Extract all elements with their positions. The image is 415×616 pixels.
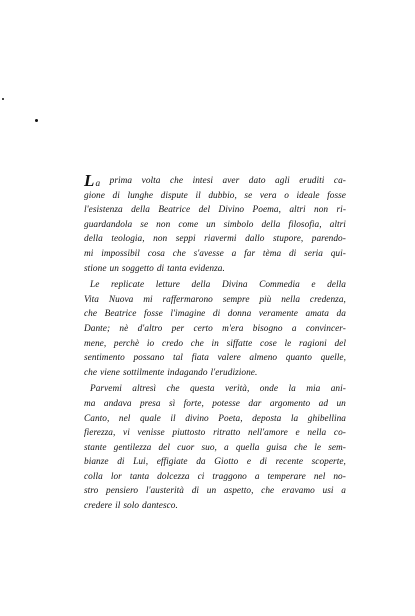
paragraph — [84, 278, 346, 380]
word: venisse — [137, 428, 165, 439]
word: altri — [329, 219, 346, 230]
text-line — [84, 397, 346, 412]
word: non — [153, 234, 168, 245]
word: le — [314, 442, 322, 453]
word: deposta — [252, 413, 282, 424]
word: e — [246, 457, 252, 468]
word: forte, — [183, 398, 204, 409]
word: nel — [118, 413, 131, 424]
ink-speck — [2, 98, 4, 100]
word: co- — [333, 428, 346, 439]
word: sì — [168, 398, 176, 409]
word: Lui, — [133, 457, 149, 468]
word: la — [288, 384, 296, 395]
word: viene — [100, 367, 120, 378]
word: dallo — [245, 234, 265, 245]
word: un — [336, 398, 346, 409]
word: la — [290, 413, 299, 424]
word: della — [131, 205, 150, 216]
word: e — [295, 428, 300, 439]
word: Le — [90, 280, 100, 291]
word: che — [170, 176, 184, 186]
word: Beatrice — [158, 205, 191, 216]
word: qui- — [330, 248, 346, 259]
word: nel — [313, 471, 326, 482]
word: dantesco. — [142, 501, 178, 512]
word: della — [84, 234, 103, 245]
word: io — [146, 338, 155, 349]
word: a — [254, 471, 260, 482]
word: sempre — [222, 294, 250, 305]
word: raffermarono — [162, 294, 213, 305]
word: ma — [84, 398, 96, 409]
word: almeno — [249, 353, 278, 364]
word: dubbio, — [208, 190, 237, 201]
word: Poema, — [252, 205, 281, 216]
word: volta — [141, 176, 161, 186]
text-line — [84, 189, 346, 204]
text-line — [84, 455, 346, 470]
word: del — [198, 205, 211, 216]
word: stante — [84, 442, 107, 453]
word: indagando — [167, 367, 208, 378]
word: Divina — [221, 280, 248, 291]
word: quelle, — [320, 353, 346, 364]
word: dolcezza — [157, 471, 190, 482]
word: far — [244, 248, 256, 259]
word: o — [284, 190, 289, 201]
word: come — [178, 219, 199, 230]
text-line — [84, 382, 346, 397]
text-line — [84, 470, 346, 485]
word: cose — [260, 338, 277, 349]
word: non — [314, 205, 329, 216]
word: da — [336, 309, 346, 320]
word: del — [158, 442, 170, 453]
word: vi — [123, 428, 130, 439]
word: tanta — [129, 471, 150, 482]
word: quella — [235, 442, 260, 453]
word: altresì — [132, 384, 157, 395]
word: della — [261, 219, 281, 230]
word: ideale — [296, 190, 320, 201]
text-line — [84, 203, 346, 218]
word: credo — [161, 338, 184, 349]
word: cuor — [177, 442, 195, 453]
paragraph — [84, 171, 346, 276]
word: per — [171, 323, 185, 334]
word: nell'amore — [248, 428, 288, 439]
text-line — [84, 484, 346, 499]
text-line — [84, 293, 346, 308]
word: soggetto — [121, 263, 154, 274]
word: ritratto — [213, 428, 241, 439]
word: di — [156, 263, 165, 274]
word: Parvemi — [90, 384, 122, 395]
text-line — [84, 232, 346, 247]
word: d'altro — [137, 323, 163, 334]
text-line — [84, 412, 346, 427]
text-line — [84, 278, 346, 293]
word: tanta — [167, 263, 187, 274]
word: il — [170, 413, 176, 424]
word: Vita — [84, 294, 100, 305]
word: vera — [259, 190, 277, 201]
word: suo, — [201, 442, 217, 453]
word: che — [84, 367, 98, 378]
word: il — [115, 501, 121, 512]
word: donna — [227, 309, 252, 320]
word: sottilmente — [122, 367, 165, 378]
word: l'erudizione. — [210, 367, 258, 378]
text-line — [84, 218, 346, 233]
word: Giotto — [214, 457, 239, 468]
word: impossibil — [101, 248, 140, 259]
word: altri — [289, 205, 306, 216]
word: aver — [222, 176, 240, 186]
ink-speck — [35, 119, 38, 122]
text-line — [84, 337, 346, 352]
word: cosa — [147, 248, 165, 259]
word: ragioni — [299, 338, 327, 349]
word: replicate — [110, 280, 145, 291]
word: gentilezza — [113, 442, 152, 453]
word: mi — [84, 248, 94, 259]
word: certo — [193, 323, 213, 334]
word: che — [166, 384, 180, 395]
word: di — [212, 309, 221, 320]
word: Commedia — [259, 280, 300, 291]
word: Divino — [218, 205, 245, 216]
word: guisa — [266, 442, 287, 453]
word: Poeta, — [218, 413, 243, 424]
word: fiata — [191, 353, 209, 364]
word: non — [156, 219, 171, 230]
word: più — [259, 294, 272, 305]
word: colla — [84, 471, 103, 482]
word: presa — [139, 398, 161, 409]
word: effigiate — [156, 457, 188, 468]
word: di — [117, 457, 125, 468]
word: di — [112, 190, 120, 201]
word: stro — [84, 486, 99, 497]
word: fierezza, — [84, 428, 116, 439]
word: divino — [185, 413, 209, 424]
word: dispute — [160, 190, 188, 201]
word: tèma — [262, 248, 282, 259]
word: l'esistenza — [84, 205, 123, 216]
word: usi — [322, 486, 334, 497]
word: bisogno — [252, 323, 283, 334]
word: andava — [103, 398, 132, 409]
word: fosse — [327, 190, 346, 201]
word: temperare — [267, 471, 306, 482]
text-line — [84, 366, 346, 381]
word: Beatrice — [104, 309, 137, 320]
text-line — [84, 262, 346, 277]
word: il — [195, 190, 201, 201]
word: Canto, — [84, 413, 110, 424]
word: credere — [84, 501, 113, 512]
word: seria — [304, 248, 323, 259]
word: prima — [109, 176, 133, 186]
word: evidenza. — [189, 263, 225, 274]
word: argomento — [269, 398, 311, 409]
word: sentimento — [84, 353, 125, 364]
word: a — [224, 442, 229, 453]
word: filosofia, — [288, 219, 322, 230]
word: teologia, — [111, 234, 145, 245]
word: ci — [197, 471, 205, 482]
word: La — [84, 171, 101, 190]
word: valere — [217, 353, 241, 364]
word: da — [196, 457, 206, 468]
word: lor — [110, 471, 122, 482]
word: nè — [119, 323, 129, 334]
word: tal — [172, 353, 183, 364]
paragraph — [84, 382, 346, 513]
word: di — [191, 486, 200, 497]
word: piuttosto — [172, 428, 206, 439]
word: traggono — [212, 471, 247, 482]
word: ri- — [336, 205, 346, 216]
word: potesse — [212, 398, 240, 409]
word: eravamo — [281, 486, 315, 497]
text-line — [84, 307, 346, 322]
word: eruditi — [299, 176, 325, 186]
word: che — [172, 248, 186, 259]
word: mia — [306, 384, 321, 395]
word: m'era — [222, 323, 244, 334]
word: stione — [84, 263, 107, 274]
word: intesi — [192, 176, 214, 186]
word: perchè — [113, 338, 140, 349]
text-line — [84, 247, 346, 262]
word: Nuova — [108, 294, 134, 305]
word: ca- — [333, 176, 346, 186]
word: che — [261, 486, 275, 497]
word: parendo- — [311, 234, 346, 245]
word: nella — [307, 428, 327, 439]
word: l'imagine — [170, 309, 206, 320]
word: gione — [84, 190, 105, 201]
word: stupore, — [272, 234, 304, 245]
word: pensiero — [106, 486, 139, 497]
text-line — [84, 499, 346, 514]
word: a — [291, 323, 297, 334]
word: onde — [259, 384, 279, 395]
word: veramente — [258, 309, 298, 320]
word: a — [341, 486, 346, 497]
text-line — [84, 426, 346, 441]
word: dato — [248, 176, 266, 186]
word: solo — [123, 501, 140, 512]
word: a — [231, 248, 237, 259]
word: un — [206, 219, 216, 230]
word: sem- — [328, 442, 346, 453]
word: bianze — [84, 457, 109, 468]
word: quale — [139, 413, 161, 424]
word: verità, — [224, 384, 250, 395]
word: e — [311, 280, 316, 291]
word: fosse — [144, 309, 163, 320]
word: del — [334, 338, 346, 349]
text-line — [84, 322, 346, 337]
word: di — [288, 248, 297, 259]
word: aspetto, — [223, 486, 254, 497]
word: dar — [248, 398, 262, 409]
word: ani- — [330, 384, 346, 395]
preface-text — [84, 171, 346, 516]
word: un — [206, 486, 217, 497]
word: quanto — [285, 353, 312, 364]
word: s'avesse — [193, 248, 224, 259]
word: seppi — [175, 234, 196, 245]
text-line — [84, 171, 346, 190]
word: ad — [318, 398, 329, 409]
word: riavermi — [204, 234, 237, 245]
word: che — [294, 442, 308, 453]
text-line — [84, 351, 346, 366]
word: della — [327, 280, 346, 291]
word: nella — [281, 294, 301, 305]
word: guardandola — [84, 219, 133, 230]
word: ghibellina — [307, 413, 346, 424]
word: se — [140, 219, 149, 230]
word: se — [244, 190, 253, 201]
word: credenza, — [309, 294, 346, 305]
word: letture — [155, 280, 180, 291]
word: di — [259, 457, 268, 468]
word: amata — [305, 309, 330, 320]
word: agli — [275, 176, 290, 186]
word: recente — [275, 457, 304, 468]
word: l'austerità — [145, 486, 184, 497]
word: lunghe — [127, 190, 154, 201]
text-line — [84, 441, 346, 456]
word: della — [191, 280, 211, 291]
word: possano — [133, 353, 165, 364]
word: no- — [333, 471, 346, 482]
word: un — [109, 263, 119, 274]
word: che — [84, 309, 98, 320]
word: Dante; — [84, 323, 111, 334]
word: mene, — [84, 338, 107, 349]
word: che — [190, 338, 204, 349]
word: le — [284, 338, 292, 349]
word: siffatte — [226, 338, 253, 349]
word: simbolo — [223, 219, 254, 230]
word: mi — [143, 294, 153, 305]
word: scoperte, — [311, 457, 346, 468]
word: convincer- — [305, 323, 346, 334]
word: questa — [189, 384, 215, 395]
word: in — [211, 338, 219, 349]
